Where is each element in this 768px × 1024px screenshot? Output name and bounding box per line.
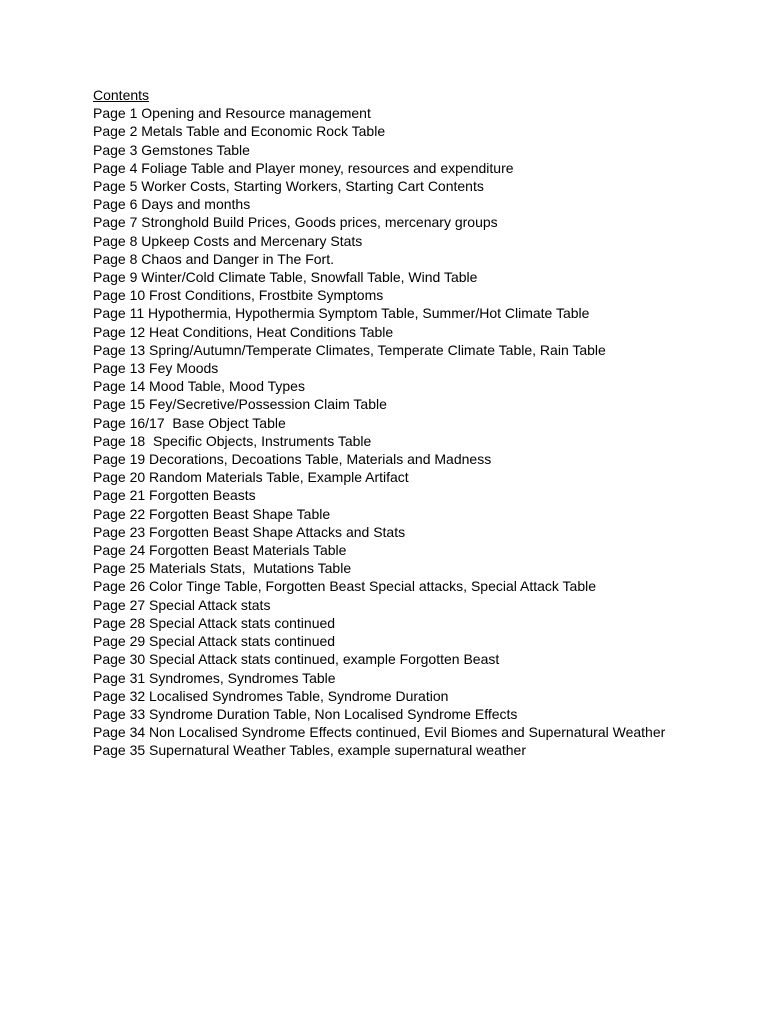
contents-entry: Page 2 Metals Table and Economic Rock Table	[93, 123, 386, 140]
contents-entry: Page 19 Decorations, Decoations Table, Materials and Madness	[93, 451, 492, 468]
contents-entry: Page 8 Chaos and Danger in The Fort.	[93, 250, 335, 267]
contents-entry: Page 35 Supernatural Weather Tables, example supernatural weather	[93, 742, 526, 759]
contents-entry: Page 18 Specific Objects, Instruments Table	[93, 432, 372, 449]
contents-entry: Page 10 Frost Conditions, Frostbite Symptoms	[93, 287, 384, 304]
contents-entry: Page 30 Special Attack stats continued, example Forgotten Beast	[93, 651, 500, 668]
contents-entry: Page 33 Syndrome Duration Table, Non Localised Syndrome Effects	[93, 705, 518, 722]
contents-entry: Page 12 Heat Conditions, Heat Conditions Table	[93, 323, 394, 340]
contents-entry: Page 3 Gemstones Table	[93, 141, 250, 158]
contents-entry: Page 4 Foliage Table and Player money, resources and expenditure	[93, 159, 514, 176]
contents-entry: Page 21 Forgotten Beasts	[93, 487, 256, 504]
contents-entry: Page 6 Days and months	[93, 196, 251, 213]
contents-entry: Page 8 Upkeep Costs and Mercenary Stats	[93, 232, 363, 249]
contents-entry: Page 24 Forgotten Beast Materials Table	[93, 542, 347, 559]
contents-list	[93, 104, 753, 759]
contents-entry: Page 13 Spring/Autumn/Temperate Climates, Temperate Climate Table, Rain Table	[93, 341, 606, 358]
contents-entry: Page 28 Special Attack stats continued	[93, 614, 336, 631]
contents-entry: Page 26 Color Tinge Table, Forgotten Beast Special attacks, Special Attack Table	[93, 578, 597, 595]
table-of-contents	[93, 86, 753, 760]
contents-entry: Page 16/17 Base Object Table	[93, 414, 286, 431]
contents-entry: Page 15 Fey/Secretive/Possession Claim Table	[93, 396, 387, 413]
contents-entry: Page 25 Materials Stats, Mutations Table	[93, 560, 352, 577]
contents-entry: Page 22 Forgotten Beast Shape Table	[93, 505, 331, 522]
contents-entry: Page 5 Worker Costs, Starting Workers, Starting Cart Contents	[93, 178, 484, 195]
contents-entry: Page 7 Stronghold Build Prices, Goods prices, mercenary groups	[93, 214, 498, 231]
contents-entry: Page 1 Opening and Resource management	[93, 105, 371, 122]
contents-entry: Page 29 Special Attack stats continued	[93, 633, 336, 650]
contents-entry: Page 27 Special Attack stats	[93, 596, 271, 613]
contents-entry: Page 14 Mood Table, Mood Types	[93, 378, 305, 395]
contents-heading: Contents	[93, 87, 150, 103]
contents-entry: Page 32 Localised Syndromes Table, Syndrome Duration	[93, 687, 449, 704]
contents-entry: Page 9 Winter/Cold Climate Table, Snowfall Table, Wind Table	[93, 269, 478, 286]
contents-entry: Page 23 Forgotten Beast Shape Attacks and Stats	[93, 523, 406, 540]
contents-entry: Page 13 Fey Moods	[93, 360, 219, 377]
contents-entry: Page 20 Random Materials Table, Example Artifact	[93, 469, 409, 486]
contents-entry: Page 31 Syndromes, Syndromes Table	[93, 669, 336, 686]
contents-entry: Page 34 Non Localised Syndrome Effects continued, Evil Biomes and Supernatural Weather	[93, 724, 666, 741]
contents-entry: Page 11 Hypothermia, Hypothermia Symptom Table, Summer/Hot Climate Table	[93, 305, 590, 322]
